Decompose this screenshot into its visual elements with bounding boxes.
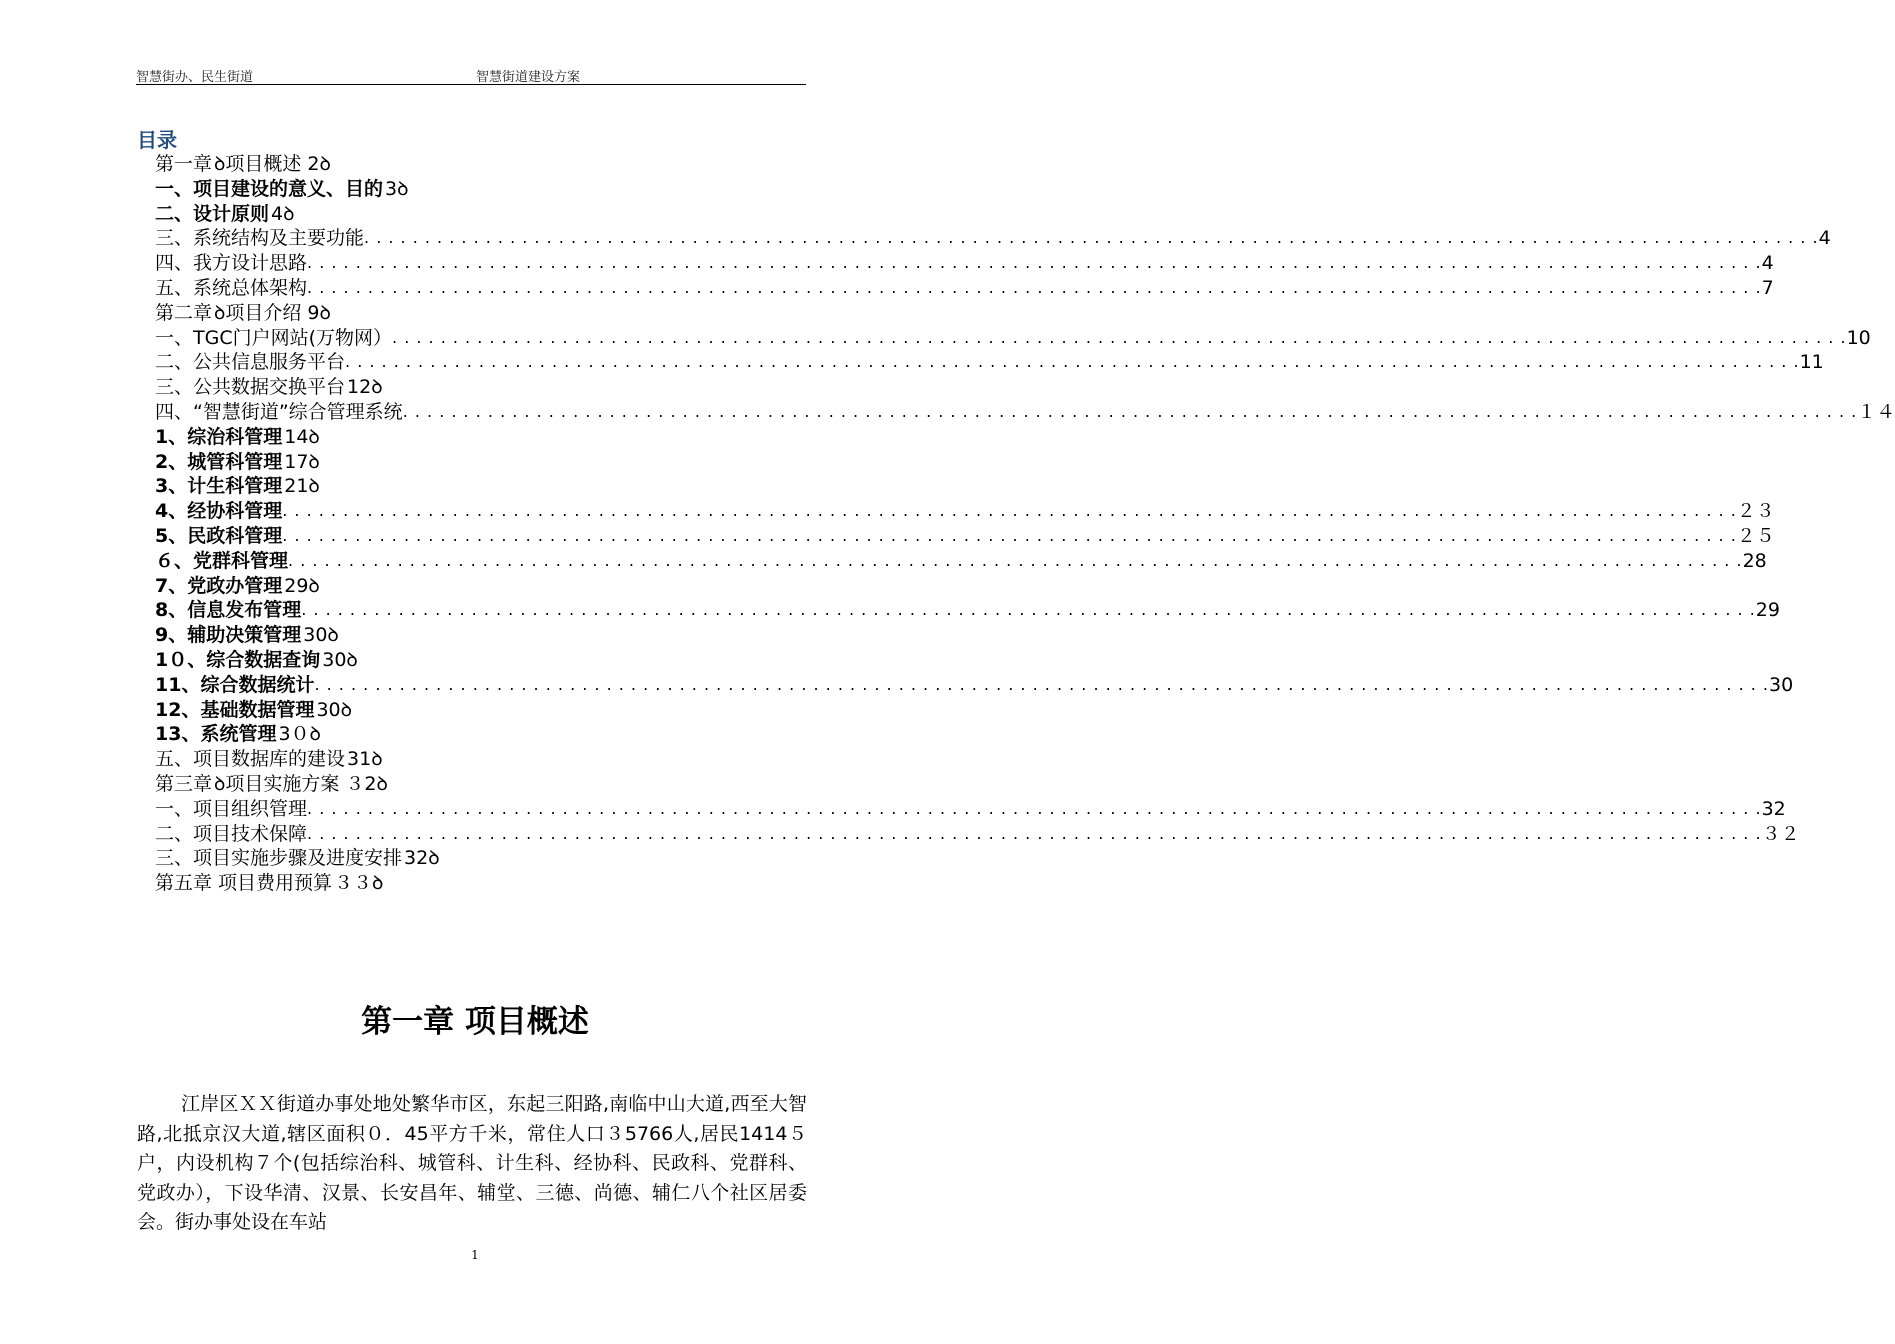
toc-page-number: 12ꝺ (347, 376, 383, 399)
toc-dot-leader: . . . . . . . . . . . . . . . . . . . . . . . . . . . . . . . . . . . . . . . . . . . . . . . . . . . . . . . . . . . . . . . . . . . . . . . . . . . . . . . . . . . . . . . . . . . . . . . . . . . . . . . . . . . . . . . . . . . . . . . . (282, 501, 1737, 521)
toc-dot-leader: . . . . . . . . . . . . . . . . . . . . . . . . . . . . . . . . . . . . . . . . . . . . . . . . . . . . . . . . . . . . . . . . . . . . . . . . . . . . . . . . . . . . . . . . . . . . . . . . . . . . . . . . . . . . . . . . . . . . . . . . (282, 525, 1737, 545)
toc-entry-text: 五、项目数据库的建设 (155, 748, 346, 771)
toc-page-number: 4ꝺ (271, 202, 295, 225)
toc-entry-text: 7、党政办管理 (155, 574, 283, 597)
toc-dot-leader: . . . . . . . . . . . . . . . . . . . . . . . . . . . . . . . . . . . . . . . . . . . . . . . . . . . . . . . . . . . . . . . . . . . . . . . . . . . . . . . . . . . . . . . . . . . . . . . . . . . . . . . . . . . . . . . . . . . . . . . . (345, 352, 1800, 372)
toc-entry[interactable] (155, 722, 807, 747)
toc-entry-text: 第一章 (155, 153, 213, 175)
toc-entry[interactable] (155, 623, 807, 648)
toc-entry[interactable] (155, 524, 1775, 549)
toc-dot-leader: . . . . . . . . . . . . . . . . . . . . . . . . . . . . . . . . . . . . . . . . . . . . . . . . . . . . . . . . . . . . . . . . . . . . . . . . . . . . . . . . . . . . . . . . . . . . . . . . . . . . . . . . . . . . . . . . . . . . . . . . (364, 228, 1819, 248)
toc-dot-leader: . . . . . . . . . . . . . . . . . . . . . . . . . . . . . . . . . . . . . . . . . . . . . . . . . . . . . . . . . . . . . . . . . . . . . . . . . . . . . . . . . . . . . . . . . . . . . . . . . . . . . . . . . . . . . . . . . . . . . . . . (307, 823, 1762, 843)
toc-entry-text: ６、党群科管理 (155, 549, 289, 572)
toc-entry[interactable] (155, 822, 1800, 847)
toc-page-number: 7 (1761, 276, 1774, 299)
chapter-heading: 第一章 项目概述 (361, 1004, 589, 1040)
toc-entry[interactable] (155, 574, 807, 599)
table-of-contents (155, 152, 1895, 896)
toc-entry[interactable] (155, 301, 807, 326)
toc-entry-text: 一、TGC门户网站(万物网） (155, 326, 393, 349)
toc-entry[interactable] (155, 450, 807, 475)
toc-entry-text: 第三章 (155, 772, 213, 795)
toc-entry[interactable] (155, 226, 1831, 251)
toc-page-number: 3０ꝺ (278, 723, 321, 746)
toc-entry-text: 三、公共数据交换平台 (155, 376, 346, 399)
toc-entry-text: 四、“智慧街道”综合管理系统 (155, 400, 403, 423)
toc-page-number: ꝺ项目概述 2ꝺ (214, 153, 331, 175)
toc-entry-text: 1０、综合数据查询 (155, 648, 321, 671)
toc-page-number: 17ꝺ (284, 450, 320, 473)
toc-entry[interactable] (155, 673, 1794, 698)
toc-page-number: 28 (1742, 549, 1767, 572)
toc-entry-text: 2、城管科管理 (155, 450, 283, 473)
toc-dot-leader: . . . . . . . . . . . . . . . . . . . . . . . . . . . . . . . . . . . . . . . . . . . . . . . . . . . . . . . . . . . . . . . . . . . . . . . . . . . . . . . . . . . . . . . . . . . . . . . . . . . . . . . . . . . . . . . . . . . . . . . . (288, 550, 1743, 570)
toc-dot-leader: . . . . . . . . . . . . . . . . . . . . . . . . . . . . . . . . . . . . . . . . . . . . . . . . . . . . . . . . . . . . . . . . . . . . . . . . . . . . . . . . . . . . . . . . . . . . . . . . . . . . . . . . . . . . . . . . . . . . . . . . (307, 277, 1762, 297)
toc-page-number: ３２ (1761, 822, 1800, 845)
toc-entry[interactable] (155, 598, 1780, 623)
toc-dot-leader: . . . . . . . . . . . . . . . . . . . . . . . . . . . . . . . . . . . . . . . . . . . . . . . . . . . . . . . . . . . . . . . . . . . . . . . . . . . . . . . . . . . . . . . . . . . . . . . . . . . . . . . . . . . . . . . . . . . . . . . . (301, 600, 1756, 620)
toc-entry-text: 4、经协科管理 (155, 500, 283, 523)
toc-page-number: 29ꝺ (284, 574, 320, 597)
toc-dot-leader: . . . . . . . . . . . . . . . . . . . . . . . . . . . . . . . . . . . . . . . . . . . . . . . . . . . . . . . . . . . . . . . . . . . . . . . . . . . . . . . . . . . . . . . . . . . . . . . . . . . . . . . . . . . . . . . . . . . . . . . . (307, 253, 1762, 273)
toc-page-number: 30ꝺ (322, 648, 358, 671)
toc-entry[interactable] (155, 499, 1775, 524)
toc-page-number: 14ꝺ (284, 425, 320, 448)
toc-page-number: 32ꝺ (404, 847, 440, 870)
toc-entry-text: 一、项目建设的意义、目的 (155, 177, 384, 200)
toc-entry-text: 1、综治科管理 (155, 425, 283, 448)
toc-page-number: 31ꝺ (347, 748, 383, 771)
toc-page-number: ３３ꝺ (334, 872, 384, 895)
toc-entry-text: 第五章 项目费用预算 (155, 872, 333, 895)
toc-entry-text: 8、信息发布管理 (155, 599, 302, 622)
toc-entry-text: 12、基础数据管理 (155, 698, 315, 721)
toc-entry-text: 9、辅助决策管理 (155, 624, 302, 647)
toc-dot-leader: . . . . . . . . . . . . . . . . . . . . . . . . . . . . . . . . . . . . . . . . . . . . . . . . . . . . . . . . . . . . . . . . . . . . . . . . . . . . . . . . . . . . . . . . . . . . . . . . . . . . . . . . . . . . . . . . . . . . . . . . (314, 674, 1769, 694)
toc-entry[interactable] (155, 350, 1824, 375)
toc-entry[interactable] (155, 871, 807, 896)
toc-entry[interactable] (155, 375, 807, 400)
toc-entry[interactable] (155, 251, 1774, 276)
toc-entry-text: 二、项目技术保障 (155, 822, 308, 845)
toc-title: 目录 (137, 128, 177, 152)
toc-entry-text: 11、综合数据统计 (155, 673, 315, 696)
toc-page-number: 29 (1755, 599, 1780, 622)
toc-entry[interactable] (155, 177, 807, 202)
toc-entry[interactable] (155, 276, 1774, 301)
toc-entry-text: 第二章 (155, 301, 213, 324)
toc-entry-text: 一、项目组织管理 (155, 797, 308, 820)
toc-entry[interactable] (155, 549, 1767, 574)
toc-entry[interactable] (155, 698, 807, 723)
toc-entry-text: 四、我方设计思路 (155, 252, 308, 275)
toc-page-number: 21ꝺ (284, 475, 320, 498)
page-number: 1 (471, 1248, 479, 1262)
toc-dot-leader: . . . . . . . . . . . . . . . . . . . . . . . . . . . . . . . . . . . . . . . . . . . . . . . . . . . . . . . . . . . . . . . . . . . . . . . . . . . . . . . . . . . . . . . . . . . . . . . . . . . . . . . . . . . . . . . . . . . . . . . . (307, 798, 1762, 818)
toc-page-number: 3ꝺ (385, 177, 409, 200)
toc-page-number: ２３ (1736, 500, 1775, 523)
toc-entry-text: 5、民政科管理 (155, 524, 283, 547)
toc-page-number: 30 (1769, 673, 1794, 696)
toc-entry[interactable] (155, 648, 807, 673)
toc-page-number: ꝺ项目介绍 9ꝺ (214, 301, 331, 324)
toc-entry[interactable] (155, 747, 807, 772)
toc-entry-text: 三、系统结构及主要功能 (155, 227, 365, 250)
toc-page-number: 30ꝺ (303, 624, 339, 647)
toc-entry[interactable] (155, 152, 807, 177)
toc-page-number: 32 (1761, 797, 1786, 820)
toc-dot-leader: . . . . . . . . . . . . . . . . . . . . . . . . . . . . . . . . . . . . . . . . . . . . . . . . . . . . . . . . . . . . . . . . . . . . . . . . . . . . . . . . . . . . . . . . . . . . . . . . . . . . . . . . . . . . . . . . . . . . . . . . (402, 401, 1858, 421)
toc-entry[interactable] (155, 326, 1871, 351)
header-left-text: 智慧街办、民生街道 (136, 70, 254, 85)
toc-entry[interactable] (155, 846, 807, 871)
toc-entry[interactable] (155, 797, 1786, 822)
toc-entry-text: 二、公共信息服务平台 (155, 351, 346, 374)
toc-dot-leader: . . . . . . . . . . . . . . . . . . . . . . . . . . . . . . . . . . . . . . . . . . . . . . . . . . . . . . . . . . . . . . . . . . . . . . . . . . . . . . . . . . . . . . . . . . . . . . . . . . . . . . . . . . . . . . . . . . . . . . . . (392, 327, 1847, 347)
toc-page-number: ꝺ项目实施方案 ３2ꝺ (214, 772, 388, 795)
toc-page-number: １４ (1857, 400, 1895, 423)
toc-entry-text: 13、系统管理 (155, 723, 277, 746)
toc-entry-text: 3、计生科管理 (155, 475, 283, 498)
toc-entry[interactable] (155, 425, 807, 450)
toc-entry-text: 五、系统总体架构 (155, 276, 308, 299)
toc-entry[interactable] (155, 474, 807, 499)
toc-page-number: ２５ (1736, 524, 1775, 547)
header-document-title: 智慧街道建设方案 (476, 70, 581, 85)
toc-entry-text: 三、项目实施步骤及进度安排 (155, 847, 403, 870)
toc-entry[interactable] (155, 400, 1895, 425)
toc-page-number: 10 (1846, 326, 1871, 349)
toc-page-number: 4 (1761, 252, 1774, 275)
toc-entry[interactable] (155, 202, 807, 227)
toc-entry[interactable] (155, 772, 807, 797)
toc-entry-text: 二、设计原则 (155, 202, 270, 225)
toc-page-number: 11 (1799, 351, 1824, 374)
toc-page-number: 4 (1818, 227, 1831, 250)
chapter-paragraph: 江岸区ＸＸ街道办事处地处繁华市区，东起三阳路,南临中山大道,西至大智路,北抵京汉大道,辖区面积０．45平方千米，常住人口３5766人,居民1414５户，内设机构７个(包括综治科、城管科、计生科、经协科、民政科、党群科、党政办），下设华清、汉景、长安昌年、辅堂、三德、尚德、辅仁八个社区居委会。街办事处设在车站 (137, 1093, 807, 1233)
page-header (136, 64, 806, 85)
toc-page-number: 30ꝺ (316, 698, 353, 721)
